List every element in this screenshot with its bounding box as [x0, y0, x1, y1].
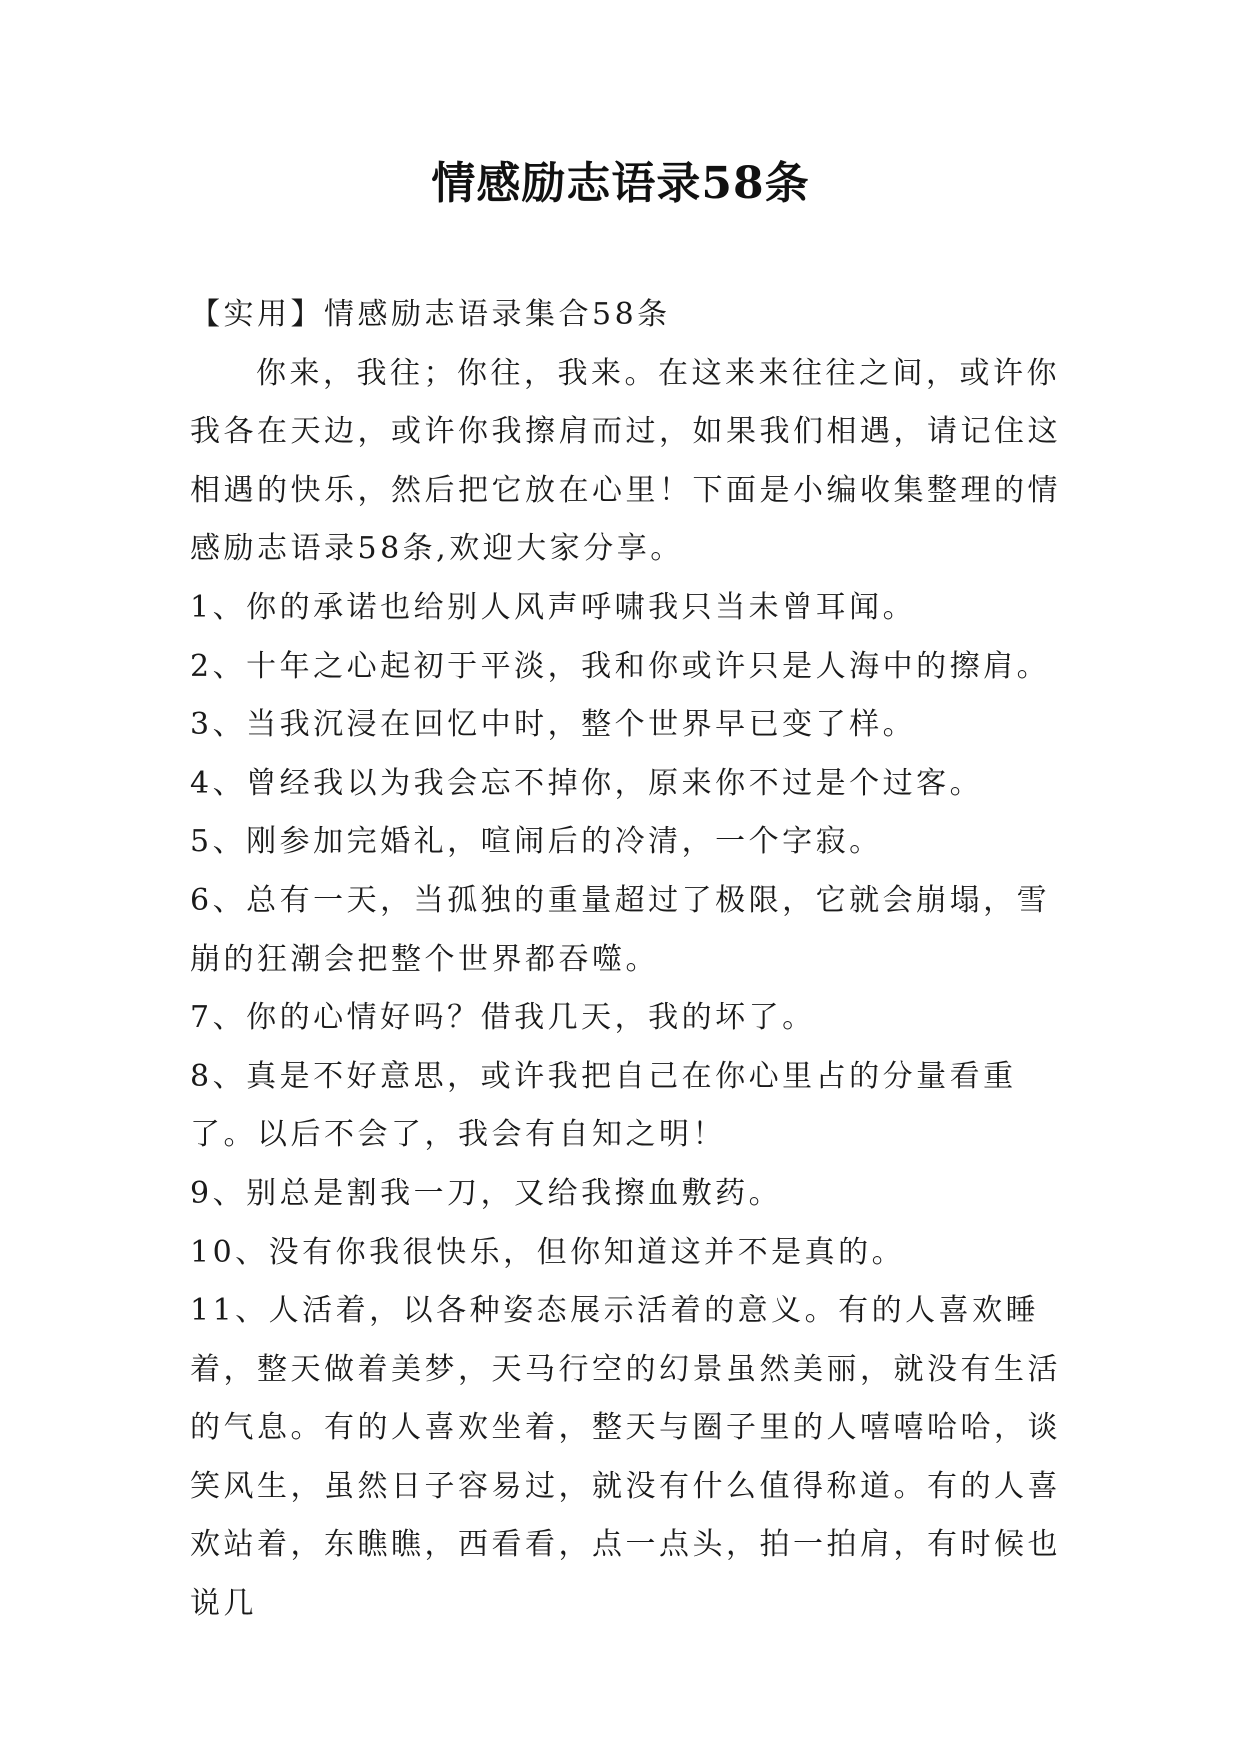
- quote-item: 10、没有你我很快乐，但你知道这并不是真的。: [190, 1234, 906, 1270]
- document-body: [190, 286, 1070, 1634]
- quote-item: 1、你的承诺也给别人风声呼啸我只当未曾耳闻。: [190, 589, 917, 625]
- quote-item: 3、当我沉浸在回忆中时，整个世界早已变了样。: [190, 707, 917, 743]
- quote-item: 8、真是不好意思，或许我把自己在你心里占的分量看重了。以后不会了，我会有自知之明！: [190, 1058, 1017, 1153]
- intro-paragraph: 你来，我往；你往，我来。在这来来往往之间，或许你我各在天边，或许你我擦肩而过，如果我们相遇，请记住这相遇的快乐，然后把它放在心里！下面是小编收集整理的情感励志语录58条,欢迎大家分享。: [190, 355, 1061, 567]
- quote-item: 6、总有一天，当孤独的重量超过了极限，它就会崩塌，雪崩的狂潮会把整个世界都吞噬。: [190, 882, 1051, 977]
- quote-item: 5、刚参加完婚礼，喧闹后的冷清，一个字寂。: [190, 824, 883, 860]
- quote-item: 7、你的心情好吗？借我几天，我的坏了。: [190, 1000, 816, 1036]
- quote-item: 4、曾经我以为我会忘不掉你，原来你不过是个过客。: [190, 765, 984, 801]
- quote-item: 2、十年之心起初于平淡，我和你或许只是人海中的擦肩。: [190, 648, 1051, 684]
- document-title: 情感励志语录58条: [431, 158, 810, 209]
- document-subtitle: 【实用】情感励志语录集合58条: [190, 297, 671, 332]
- quote-item: 9、别总是割我一刀，又给我擦血敷药。: [190, 1175, 783, 1211]
- quote-item: 11、人活着，以各种姿态展示活着的意义。有的人喜欢睡着，整天做着美梦，天马行空的幻景虽然美丽，就没有生活的气息。有的人喜欢坐着，整天与圈子里的人嘻嘻哈哈，谈笑风生，虽然日子容易过，就没有什么值得称道。有的人喜欢站着，东瞧瞧，西看看，点一点头，拍一拍肩，有时候也说几: [190, 1293, 1061, 1622]
